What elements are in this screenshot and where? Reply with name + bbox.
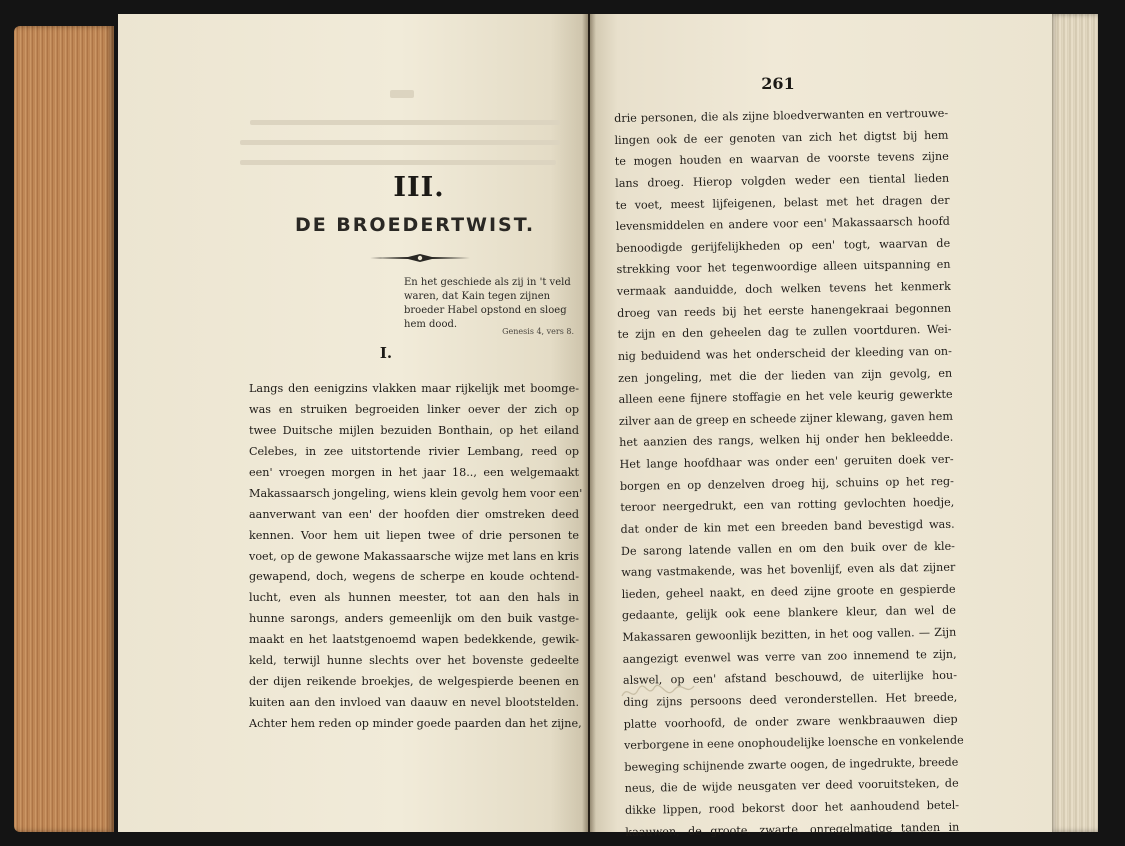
text-line: te zijn en den geheelen dag te zullen voortduren. Wei- [617, 322, 952, 342]
show-through-shadow [240, 90, 570, 180]
text-line: droeg van reeds bij het eerste hanengekraai begonnen [617, 301, 952, 320]
text-line: wang vastmakende, was het bovenlijf, even als dat zijner [621, 560, 956, 580]
text-line: een' vroegen morgen in het jaar 18.., een welgemaakt [249, 465, 579, 479]
text-line: alleen eene fijnere stoffagie en het vele keurig gewerkte [618, 387, 953, 407]
text-line: te mogen houden en waarvan de voorste tevens zijne [614, 149, 949, 169]
text-line: nig beduidend was het onderscheid der kleeding van on- [617, 344, 952, 363]
text-line: zilver aan de greep en scheede zijner klewang, gaven hem [618, 409, 953, 428]
text-line: zen jongeling, met die der lieden van zijn gevolg, en [618, 366, 953, 385]
text-line: Makassaarsch jongeling, wiens klein gevolg hem voor een' [249, 486, 583, 500]
text-line: beweging schijnende zwarte oogen, de ingedrukte, breede [624, 755, 959, 774]
text-line: vermaak aanduidde, doch welken tevens het kenmerk [616, 279, 951, 298]
text-line: dikke lippen, rood bekorst door het aanhoudend betel- [624, 798, 960, 817]
motto-source: Genesis 4, vers 8. [502, 327, 574, 336]
text-line: strekking voor het tegenwoordige alleen uitspanning en [616, 258, 951, 277]
text-line: kuiten aan den invloed van daauw en nevel blootstelden. [249, 696, 579, 710]
text-line: teroor neergedrukt, een van rotting gevlochten hoedje, [620, 495, 955, 515]
book-edge-left [14, 26, 114, 832]
text-line: neus, die de wijde neusgaten ver deed vooruitsteken, de [624, 777, 959, 796]
chapter-motto [404, 276, 574, 332]
text-line: het aanzien des rangs, welken hij onder hen bekleedde. [619, 431, 954, 450]
chapter-title: DE BROEDERTWIST. [294, 214, 536, 236]
book-edge-right [1050, 14, 1098, 832]
text-line: Achter hem reden op minder goede paarden dan het zijne, [249, 717, 582, 730]
text-line: lucht, even als hunnen meester, tot aan den hals in [249, 591, 579, 605]
chapter-number: III. [393, 172, 445, 203]
text-line: De sarong latende vallen en om den buik over de kle- [620, 539, 956, 558]
text-line: gewapend, doch, wegens de scherpe en koude ochtend- [249, 570, 579, 584]
text-line: twee Duitsche mijlen bezuiden Bonthain, op het eiland [249, 423, 579, 437]
text-line: levensmiddelen en andere voor een' Makassaarsch hoofd [615, 214, 950, 234]
text-line: ding zijns persoons deed veronderstellen. Het breede, [623, 690, 958, 709]
motto-line: broeder Habel opstond en sloeg [404, 305, 567, 316]
text-line: borgen en op denzelven droeg hij, schuins op het reg- [619, 474, 955, 493]
text-line: alswel, op een' afstand beschouwd, de uiterlijke hou- [622, 668, 958, 688]
text-line: Het lange hoofdhaar was onder een' geruiten doek ver- [619, 452, 954, 471]
ornament-divider-icon [368, 253, 472, 263]
text-line: verborgene in eene onophoudelijke loensche en vonkelende [623, 733, 964, 753]
text-line: lieden, geheel naakt, en deed zijne groote en gespierde [621, 582, 956, 601]
text-line: benoodigde gerijfelijkheden op een' togt, waarvan de [616, 236, 951, 255]
text-line: was en struiken begroeiden linker oever der zich op [249, 402, 579, 416]
text-line: kennen. Voor hem uit liepen twee of drie personen te [249, 528, 579, 542]
page-number: 261 [761, 74, 795, 93]
text-line: Makassaren gewoonlijk bezitten, in het oog vallen. — Zijn [622, 625, 957, 644]
right-page-body-text [614, 103, 964, 843]
text-line: te voet, meest lijfeigenen, belast met het dragen der [615, 193, 950, 212]
motto-line: hem dood. [404, 319, 458, 330]
text-line: aanverwant van een' der hoofden dier omstreken deed [249, 507, 579, 521]
text-line: der dijen reikende broekjes, de welgespierde beenen en [249, 675, 579, 689]
book-gutter [582, 14, 596, 832]
text-line: dat onder de kin met een breeden band bevestigd was. [620, 517, 955, 536]
text-line: maakt en het laatstgenoemd wapen bedekkende, gewik- [249, 633, 579, 647]
text-line: Celebes, in zee uitstortende rivier Lembang, reed op [249, 444, 579, 458]
text-line: platte voorhoofd, de onder zware wenkbraauwen diep [623, 712, 958, 731]
text-line: keld, terwijl hunne slechts over het bovenste gedeelte [249, 654, 579, 668]
pencil-signature-mark [618, 676, 698, 706]
motto-line: waren, dat Kain tegen zijnen [404, 291, 551, 302]
text-line: lans droeg. Hierop volgden weder een tiental lieden [615, 171, 950, 190]
text-line: Langs den eenigzins vlakken maar rijkelijk met boomge- [249, 382, 579, 395]
left-page-body-text [249, 379, 583, 735]
text-line: voet, op de gewone Makassaarsche wijze met lans en kris [249, 549, 579, 563]
text-line: drie personen, die als zijne bloedverwanten en vertrouwe- [614, 106, 949, 125]
text-line: kaauwen, de groote, zwarte, onregelmatige tanden in [625, 820, 960, 839]
text-line: gedaante, gelijk ook eene blankere kleur, dan wel de [621, 604, 957, 623]
text-line: hunne sarongs, anders gemeenlijk om den buik vastge- [249, 612, 579, 626]
section-number: I. [379, 344, 393, 362]
text-line: lingen ook de eer genoten van zich het digtst bij hem [614, 128, 949, 147]
text-line: aangezigt evenwel was verre van zoo innemend te zijn, [622, 647, 957, 666]
motto-line: En het geschiede als zij in 't veld [404, 277, 571, 288]
